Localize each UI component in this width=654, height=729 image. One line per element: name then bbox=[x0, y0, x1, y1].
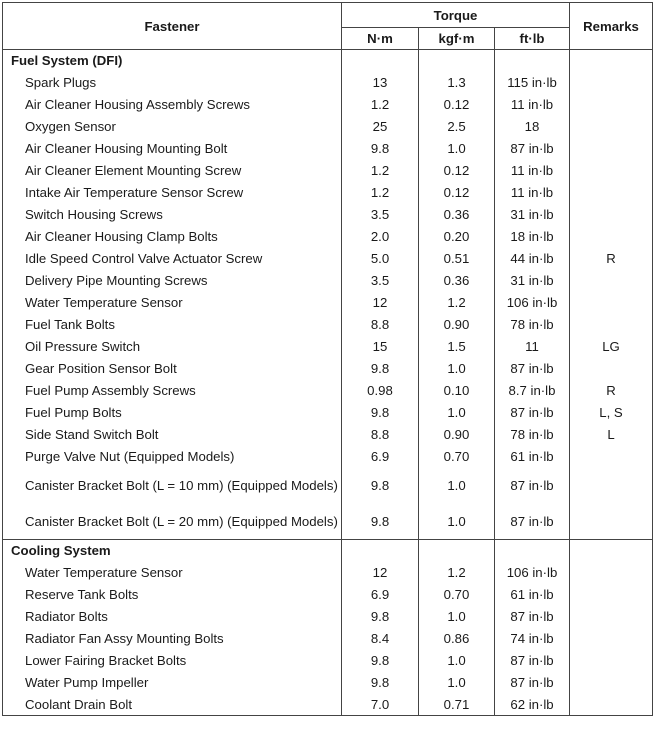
torque-kgfm: 1.0 bbox=[419, 650, 495, 672]
torque-nm: 2.0 bbox=[342, 226, 419, 248]
torque-kgfm: 0.12 bbox=[419, 160, 495, 182]
remarks-cell bbox=[570, 504, 653, 540]
section-row bbox=[3, 50, 653, 72]
fastener-name: Fuel Pump Assembly Screws bbox=[3, 380, 342, 402]
table-row bbox=[3, 380, 653, 402]
remarks-cell bbox=[570, 138, 653, 160]
torque-ftlb: 31 in·lb bbox=[495, 204, 570, 226]
torque-nm: 9.8 bbox=[342, 672, 419, 694]
remarks-cell bbox=[570, 226, 653, 248]
torque-kgfm: 1.0 bbox=[419, 606, 495, 628]
torque-kgfm: 0.70 bbox=[419, 584, 495, 606]
fastener-name: Air Cleaner Housing Mounting Bolt bbox=[3, 138, 342, 160]
torque-kgfm: 0.51 bbox=[419, 248, 495, 270]
table-row bbox=[3, 606, 653, 628]
fastener-name: Delivery Pipe Mounting Screws bbox=[3, 270, 342, 292]
table-row bbox=[3, 160, 653, 182]
fastener-name: Water Pump Impeller bbox=[3, 672, 342, 694]
table-row bbox=[3, 94, 653, 116]
ftlb-header: ft·lb bbox=[495, 28, 570, 50]
torque-kgfm: 1.0 bbox=[419, 138, 495, 160]
fastener-name: Switch Housing Screws bbox=[3, 204, 342, 226]
nm-header: N·m bbox=[342, 28, 419, 50]
remarks-cell bbox=[570, 694, 653, 716]
torque-kgfm: 1.0 bbox=[419, 358, 495, 380]
torque-kgfm: 0.90 bbox=[419, 314, 495, 336]
remarks-cell: L bbox=[570, 424, 653, 446]
table-row bbox=[3, 694, 653, 716]
remarks-cell bbox=[570, 584, 653, 606]
fastener-name: Side Stand Switch Bolt bbox=[3, 424, 342, 446]
remarks-cell bbox=[570, 672, 653, 694]
torque-ftlb: 87 in·lb bbox=[495, 402, 570, 424]
torque-ftlb: 87 in·lb bbox=[495, 138, 570, 160]
fastener-header: Fastener bbox=[3, 3, 342, 50]
remarks-cell bbox=[570, 292, 653, 314]
remarks-cell bbox=[570, 562, 653, 584]
table-row bbox=[3, 402, 653, 424]
remarks-cell: LG bbox=[570, 336, 653, 358]
torque-ftlb: 31 in·lb bbox=[495, 270, 570, 292]
torque-ftlb: 78 in·lb bbox=[495, 424, 570, 446]
remarks-cell bbox=[570, 72, 653, 94]
torque-ftlb: 115 in·lb bbox=[495, 72, 570, 94]
table-row bbox=[3, 182, 653, 204]
torque-header: Torque bbox=[342, 3, 570, 28]
torque-ftlb: 11 in·lb bbox=[495, 160, 570, 182]
torque-nm: 9.8 bbox=[342, 606, 419, 628]
torque-nm: 3.5 bbox=[342, 204, 419, 226]
torque-nm: 1.2 bbox=[342, 94, 419, 116]
torque-ftlb: 11 in·lb bbox=[495, 94, 570, 116]
fastener-name: Radiator Bolts bbox=[3, 606, 342, 628]
fastener-name: Air Cleaner Element Mounting Screw bbox=[3, 160, 342, 182]
torque-kgfm: 0.20 bbox=[419, 226, 495, 248]
fastener-name: Reserve Tank Bolts bbox=[3, 584, 342, 606]
fastener-name: Coolant Drain Bolt bbox=[3, 694, 342, 716]
torque-nm: 9.8 bbox=[342, 402, 419, 424]
table-row bbox=[3, 292, 653, 314]
torque-nm: 1.2 bbox=[342, 182, 419, 204]
remarks-cell bbox=[570, 94, 653, 116]
torque-ftlb: 106 in·lb bbox=[495, 562, 570, 584]
table-row bbox=[3, 446, 653, 468]
torque-nm: 7.0 bbox=[342, 694, 419, 716]
remarks-cell bbox=[570, 270, 653, 292]
torque-nm: 6.9 bbox=[342, 584, 419, 606]
table-row bbox=[3, 72, 653, 94]
table-row bbox=[3, 672, 653, 694]
torque-ftlb: 18 in·lb bbox=[495, 226, 570, 248]
torque-kgfm: 0.10 bbox=[419, 380, 495, 402]
fastener-name: Fuel Tank Bolts bbox=[3, 314, 342, 336]
table-row bbox=[3, 270, 653, 292]
table-row bbox=[3, 468, 653, 504]
remarks-cell bbox=[570, 650, 653, 672]
fastener-name: Gear Position Sensor Bolt bbox=[3, 358, 342, 380]
fastener-name: Air Cleaner Housing Assembly Screws bbox=[3, 94, 342, 116]
remarks-header: Remarks bbox=[570, 3, 653, 50]
table-row bbox=[3, 424, 653, 446]
torque-nm: 3.5 bbox=[342, 270, 419, 292]
torque-kgfm: 2.5 bbox=[419, 116, 495, 138]
fastener-name: Idle Speed Control Valve Actuator Screw bbox=[3, 248, 342, 270]
torque-kgfm: 1.3 bbox=[419, 72, 495, 94]
table-row bbox=[3, 504, 653, 540]
fastener-name: Oil Pressure Switch bbox=[3, 336, 342, 358]
table-row bbox=[3, 116, 653, 138]
torque-ftlb: 87 in·lb bbox=[495, 672, 570, 694]
torque-nm: 9.8 bbox=[342, 504, 419, 540]
torque-kgfm: 0.70 bbox=[419, 446, 495, 468]
torque-nm: 9.8 bbox=[342, 138, 419, 160]
torque-nm: 8.8 bbox=[342, 314, 419, 336]
remarks-cell bbox=[570, 204, 653, 226]
torque-kgfm: 0.86 bbox=[419, 628, 495, 650]
fastener-name: Fuel Pump Bolts bbox=[3, 402, 342, 424]
torque-ftlb: 8.7 in·lb bbox=[495, 380, 570, 402]
torque-ftlb: 61 in·lb bbox=[495, 584, 570, 606]
remarks-cell bbox=[570, 160, 653, 182]
torque-ftlb: 87 in·lb bbox=[495, 358, 570, 380]
torque-nm: 5.0 bbox=[342, 248, 419, 270]
torque-kgfm: 0.36 bbox=[419, 270, 495, 292]
torque-kgfm: 1.0 bbox=[419, 672, 495, 694]
torque-ftlb: 87 in·lb bbox=[495, 606, 570, 628]
remarks-cell bbox=[570, 468, 653, 504]
torque-nm: 25 bbox=[342, 116, 419, 138]
fastener-name: Intake Air Temperature Sensor Screw bbox=[3, 182, 342, 204]
fastener-name: Lower Fairing Bracket Bolts bbox=[3, 650, 342, 672]
torque-ftlb: 61 in·lb bbox=[495, 446, 570, 468]
fastener-name: Canister Bracket Bolt (L = 20 mm) (Equipped Models) bbox=[3, 504, 342, 540]
torque-ftlb: 106 in·lb bbox=[495, 292, 570, 314]
torque-nm: 9.8 bbox=[342, 650, 419, 672]
table-row bbox=[3, 562, 653, 584]
remarks-cell bbox=[570, 314, 653, 336]
fastener-name: Oxygen Sensor bbox=[3, 116, 342, 138]
torque-kgfm: 0.12 bbox=[419, 182, 495, 204]
torque-kgfm: 1.2 bbox=[419, 562, 495, 584]
table-row bbox=[3, 358, 653, 380]
section-title: Cooling System bbox=[3, 540, 342, 562]
table-row bbox=[3, 314, 653, 336]
torque-ftlb: 11 bbox=[495, 336, 570, 358]
torque-ftlb: 74 in·lb bbox=[495, 628, 570, 650]
remarks-cell: L, S bbox=[570, 402, 653, 424]
torque-nm: 9.8 bbox=[342, 358, 419, 380]
table-row bbox=[3, 138, 653, 160]
remarks-cell bbox=[570, 628, 653, 650]
torque-ftlb: 78 in·lb bbox=[495, 314, 570, 336]
table-body bbox=[3, 50, 653, 716]
remarks-cell: R bbox=[570, 248, 653, 270]
table-row bbox=[3, 650, 653, 672]
remarks-cell bbox=[570, 446, 653, 468]
torque-nm: 12 bbox=[342, 292, 419, 314]
torque-ftlb: 87 in·lb bbox=[495, 468, 570, 504]
section-row bbox=[3, 540, 653, 562]
torque-kgfm: 0.71 bbox=[419, 694, 495, 716]
fastener-name: Air Cleaner Housing Clamp Bolts bbox=[3, 226, 342, 248]
fastener-name: Radiator Fan Assy Mounting Bolts bbox=[3, 628, 342, 650]
torque-kgfm: 0.12 bbox=[419, 94, 495, 116]
torque-nm: 9.8 bbox=[342, 468, 419, 504]
kgfm-header: kgf·m bbox=[419, 28, 495, 50]
torque-kgfm: 1.0 bbox=[419, 402, 495, 424]
torque-nm: 15 bbox=[342, 336, 419, 358]
remarks-cell bbox=[570, 358, 653, 380]
torque-nm: 13 bbox=[342, 72, 419, 94]
table-row bbox=[3, 226, 653, 248]
table-row bbox=[3, 248, 653, 270]
torque-kgfm: 1.5 bbox=[419, 336, 495, 358]
table-row bbox=[3, 584, 653, 606]
fastener-name: Water Temperature Sensor bbox=[3, 292, 342, 314]
torque-nm: 1.2 bbox=[342, 160, 419, 182]
section-title: Fuel System (DFI) bbox=[3, 50, 342, 72]
torque-nm: 8.8 bbox=[342, 424, 419, 446]
torque-ftlb: 62 in·lb bbox=[495, 694, 570, 716]
remarks-cell bbox=[570, 606, 653, 628]
torque-ftlb: 11 in·lb bbox=[495, 182, 570, 204]
torque-kgfm: 0.36 bbox=[419, 204, 495, 226]
torque-kgfm: 0.90 bbox=[419, 424, 495, 446]
remarks-cell bbox=[570, 116, 653, 138]
torque-kgfm: 1.0 bbox=[419, 468, 495, 504]
torque-nm: 12 bbox=[342, 562, 419, 584]
remarks-cell: R bbox=[570, 380, 653, 402]
table-row bbox=[3, 204, 653, 226]
fastener-name: Canister Bracket Bolt (L = 10 mm) (Equipped Models) bbox=[3, 468, 342, 504]
torque-nm: 6.9 bbox=[342, 446, 419, 468]
fastener-name: Purge Valve Nut (Equipped Models) bbox=[3, 446, 342, 468]
torque-kgfm: 1.0 bbox=[419, 504, 495, 540]
torque-ftlb: 87 in·lb bbox=[495, 504, 570, 540]
torque-table bbox=[2, 2, 653, 716]
table-row bbox=[3, 628, 653, 650]
table-row bbox=[3, 336, 653, 358]
fastener-name: Water Temperature Sensor bbox=[3, 562, 342, 584]
torque-ftlb: 87 in·lb bbox=[495, 650, 570, 672]
torque-nm: 8.4 bbox=[342, 628, 419, 650]
torque-kgfm: 1.2 bbox=[419, 292, 495, 314]
torque-ftlb: 44 in·lb bbox=[495, 248, 570, 270]
torque-ftlb: 18 bbox=[495, 116, 570, 138]
torque-nm: 0.98 bbox=[342, 380, 419, 402]
remarks-cell bbox=[570, 182, 653, 204]
fastener-name: Spark Plugs bbox=[3, 72, 342, 94]
